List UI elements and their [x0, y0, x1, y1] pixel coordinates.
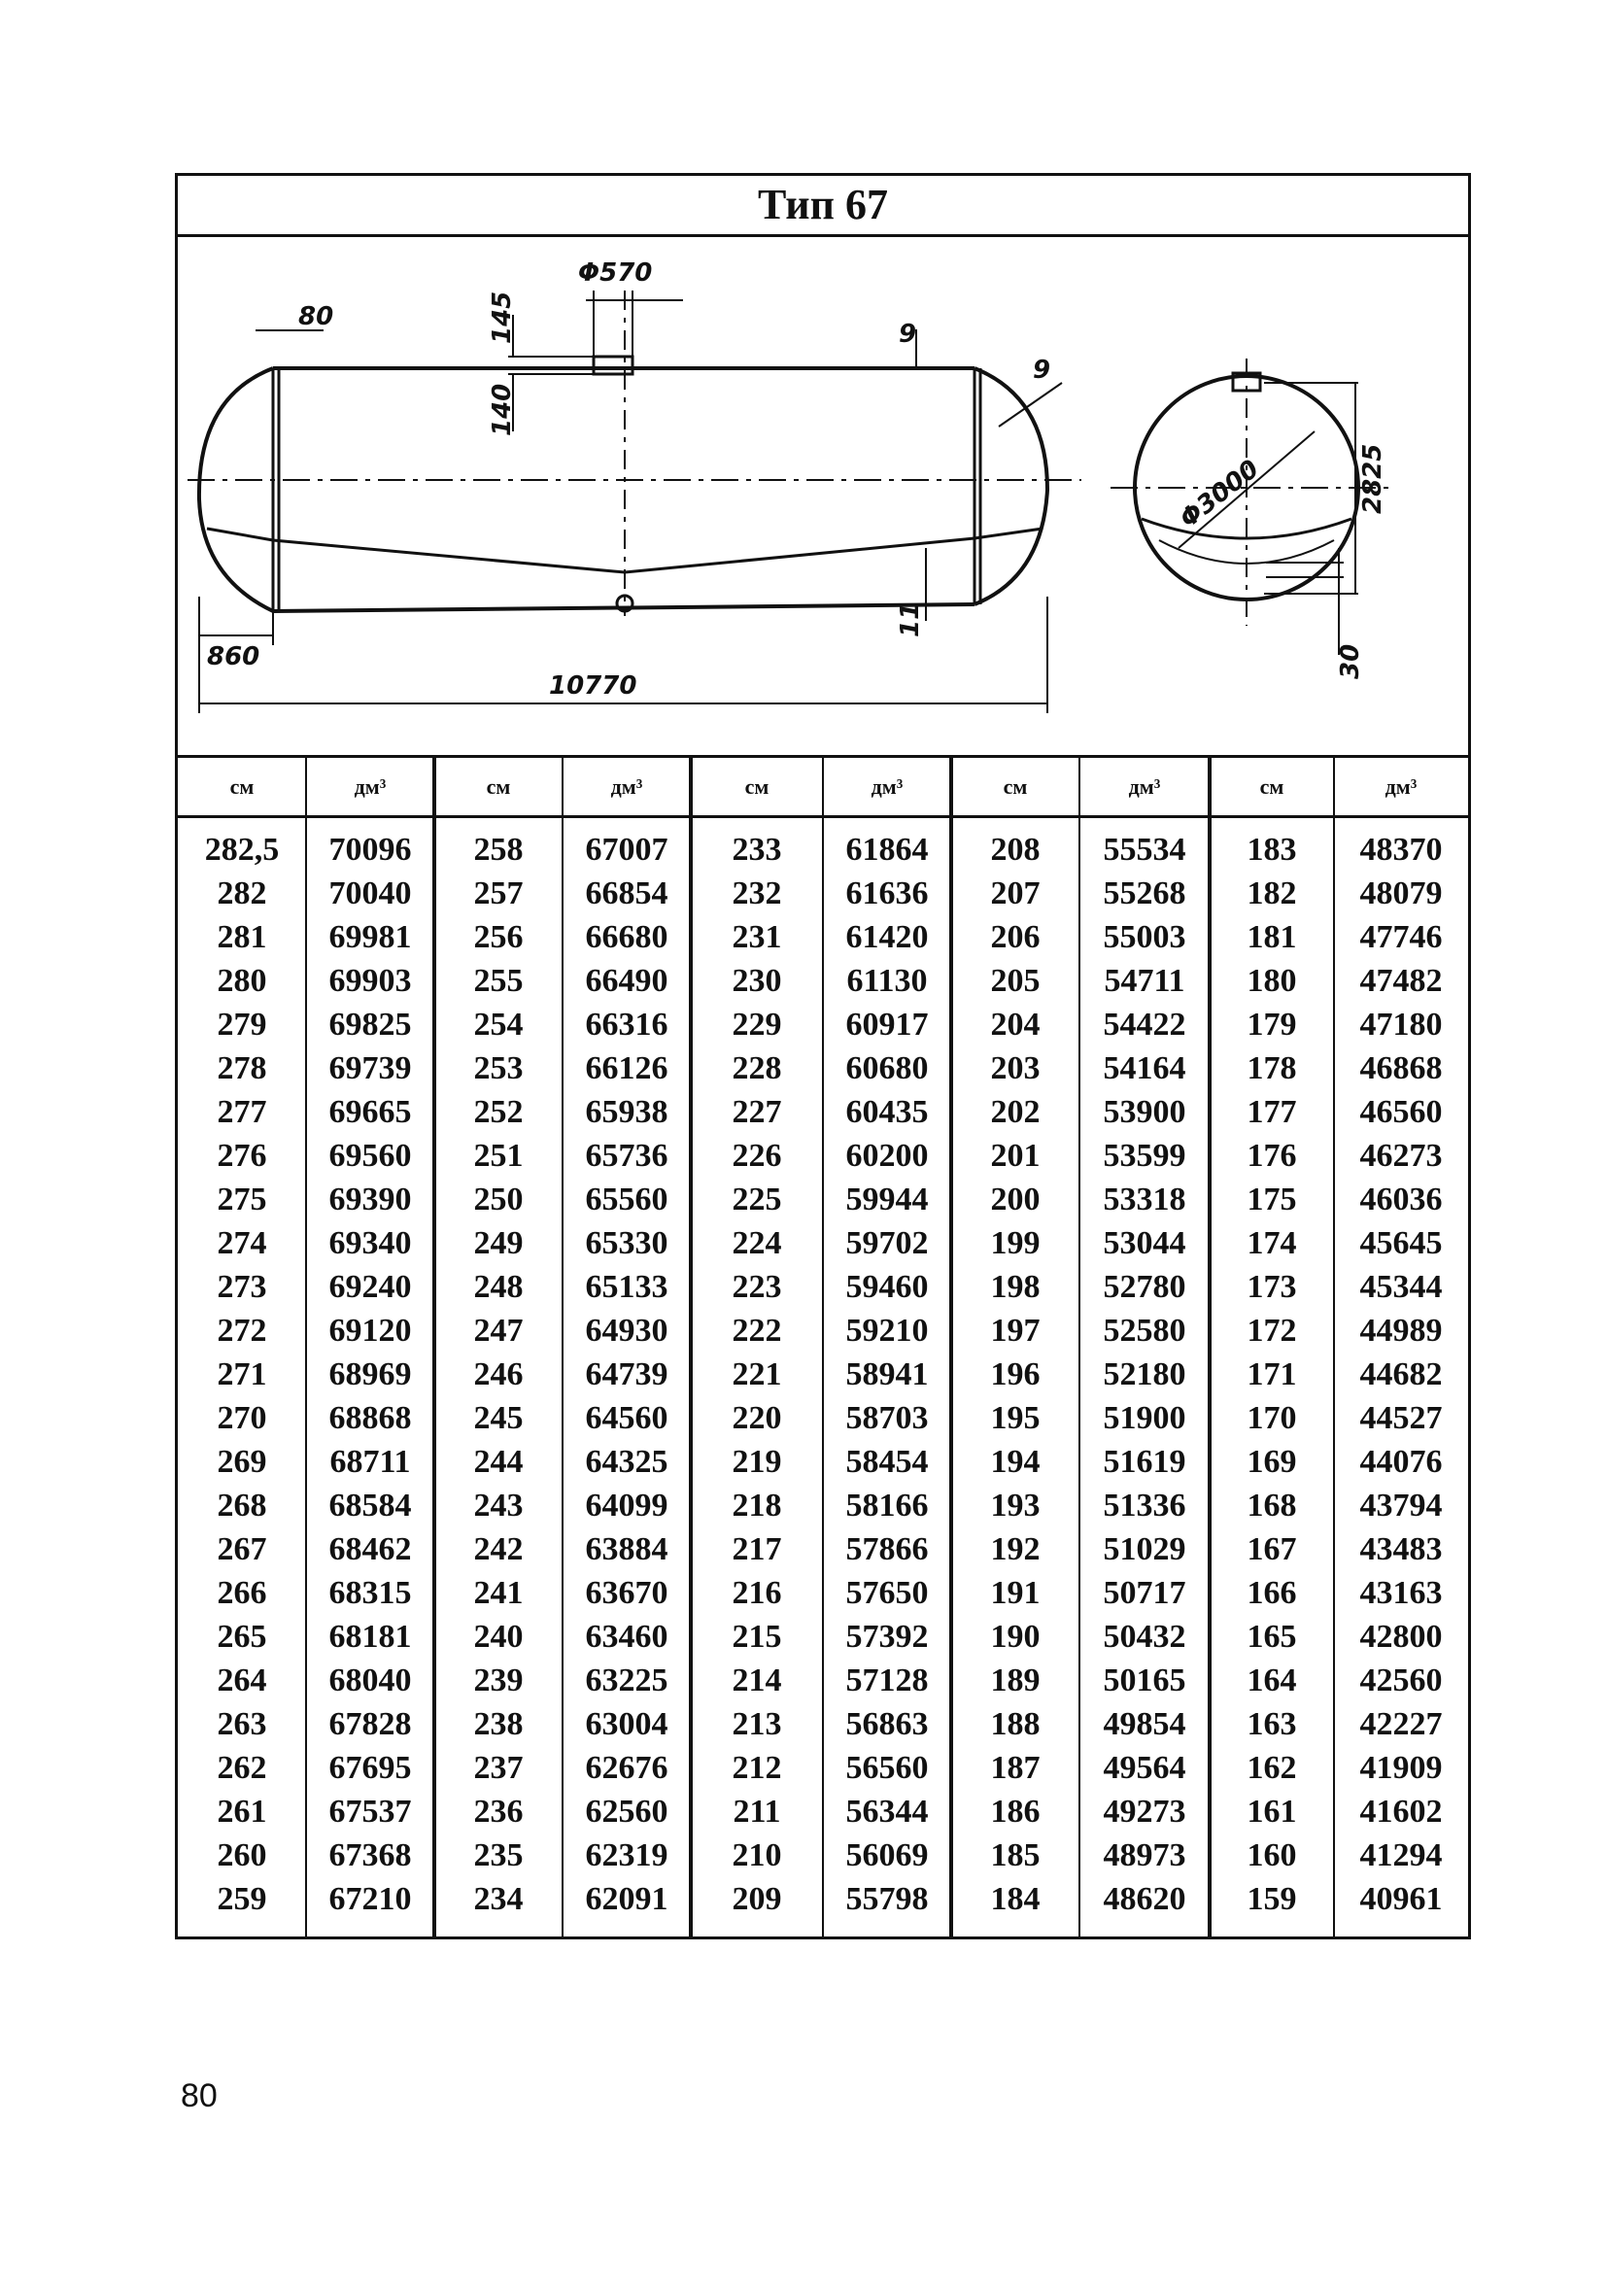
table-cell: 204: [990, 1007, 1041, 1043]
table-cell: 50165: [1103, 1662, 1186, 1698]
table-cell: 61864: [845, 832, 929, 868]
table-cell: 263: [217, 1706, 267, 1742]
table-cell: 48370: [1359, 832, 1443, 868]
table-cell: 52780: [1103, 1269, 1186, 1305]
table-cell: 56863: [845, 1706, 929, 1742]
table-cell: 63884: [585, 1531, 668, 1567]
dim-hatch-height: 145: [488, 291, 517, 344]
table-cell: 40961: [1359, 1881, 1443, 1917]
table-cell: 65560: [585, 1182, 668, 1217]
table-cell: 62319: [585, 1837, 668, 1873]
table-column: [306, 828, 434, 1921]
table-cell: 68181: [328, 1619, 412, 1655]
table-cell: 249: [473, 1225, 524, 1261]
table-cell: 159: [1247, 1881, 1297, 1917]
table-cell: 41909: [1359, 1750, 1443, 1786]
table-column: [1210, 828, 1334, 1921]
table-cell: 262: [217, 1750, 267, 1786]
table-cell: 63460: [585, 1619, 668, 1655]
table-cell: 64930: [585, 1313, 668, 1349]
table-cell: 61636: [845, 875, 929, 911]
table-cell: 59460: [845, 1269, 929, 1305]
dim-shell-thickness: 9: [899, 320, 917, 349]
table-cell: 279: [217, 1007, 267, 1043]
table-cell: 66490: [585, 963, 668, 999]
table-cell: 242: [473, 1531, 524, 1567]
table-cell: 45645: [1359, 1225, 1443, 1261]
table-cell: 266: [217, 1575, 267, 1611]
table-cell: 50717: [1103, 1575, 1186, 1611]
table-cell: 68868: [328, 1400, 412, 1436]
table-cell: 43483: [1359, 1531, 1443, 1567]
table-cell: 60435: [845, 1094, 929, 1130]
table-cell: 241: [473, 1575, 524, 1611]
table-cell: 172: [1247, 1313, 1297, 1349]
table-cell: 190: [990, 1619, 1041, 1655]
table-cell: 232: [732, 875, 782, 911]
table-cell: 60200: [845, 1138, 929, 1174]
table-cell: 67368: [328, 1837, 412, 1873]
table-cell: 48079: [1359, 875, 1443, 911]
table-cell: 62560: [585, 1794, 668, 1830]
table-cell: 69390: [328, 1182, 412, 1217]
table-cell: 250: [473, 1182, 524, 1217]
table-cell: 280: [217, 963, 267, 999]
table-cell: 179: [1247, 1007, 1297, 1043]
table-cell: 222: [732, 1313, 782, 1349]
table-cell: 271: [217, 1356, 267, 1392]
table-cell: 67007: [585, 832, 668, 868]
table-cell: 43794: [1359, 1488, 1443, 1524]
dim-head-length: 80: [298, 302, 334, 331]
table-cell: 66126: [585, 1050, 668, 1086]
table-column: [563, 828, 691, 1921]
table-cell: 186: [990, 1794, 1041, 1830]
table-cell: 175: [1247, 1182, 1297, 1217]
table-cell: 48620: [1103, 1881, 1186, 1917]
calibration-table-frame: [175, 173, 1471, 1939]
table-cell: 270: [217, 1400, 267, 1436]
table-cell: 51619: [1103, 1444, 1186, 1480]
header-dm3: дм³: [354, 774, 387, 799]
header-dm3: дм³: [1128, 774, 1161, 799]
table-cell: 201: [990, 1138, 1041, 1174]
table-cell: 247: [473, 1313, 524, 1349]
table-cell: 257: [473, 875, 524, 911]
table-cell: 166: [1247, 1575, 1297, 1611]
left-head-shape: [199, 368, 273, 611]
table-cell: 68040: [328, 1662, 412, 1698]
dim-bottom-slope: 11: [896, 601, 925, 637]
page-title: Тип 67: [178, 176, 1468, 237]
table-cell: 243: [473, 1488, 524, 1524]
table-cell: 64560: [585, 1400, 668, 1436]
table-cell: 44989: [1359, 1313, 1443, 1349]
table-column: [823, 828, 951, 1921]
table-cell: 63670: [585, 1575, 668, 1611]
table-cell: 202: [990, 1094, 1041, 1130]
table-cell: 68969: [328, 1356, 412, 1392]
table-cell: 234: [473, 1881, 524, 1917]
dim-neck-height: 140: [488, 383, 517, 436]
table-cell: 236: [473, 1794, 524, 1830]
table-cell: 214: [732, 1662, 782, 1698]
table-cell: 223: [732, 1269, 782, 1305]
hatch-shape: [594, 357, 633, 374]
table-cell: 218: [732, 1488, 782, 1524]
table-cell: 44527: [1359, 1400, 1443, 1436]
table-cell: 228: [732, 1050, 782, 1086]
table-cell: 47180: [1359, 1007, 1443, 1043]
table-column: [951, 828, 1079, 1921]
table-cell: 276: [217, 1138, 267, 1174]
table-cell: 170: [1247, 1400, 1297, 1436]
table-cell: 226: [732, 1138, 782, 1174]
table-cell: 69825: [328, 1007, 412, 1043]
table-cell: 58941: [845, 1356, 929, 1392]
table-cell: 171: [1247, 1356, 1297, 1392]
table-cell: 57650: [845, 1575, 929, 1611]
table-cell: 53900: [1103, 1094, 1186, 1130]
table-cell: 238: [473, 1706, 524, 1742]
table-cell: 62676: [585, 1750, 668, 1786]
table-cell: 195: [990, 1400, 1041, 1436]
table-cell: 255: [473, 963, 524, 999]
table-cell: 69739: [328, 1050, 412, 1086]
table-cell: 64739: [585, 1356, 668, 1392]
table-cell: 60680: [845, 1050, 929, 1086]
table-cell: 55003: [1103, 919, 1186, 955]
dim-sump: 30: [1336, 643, 1365, 679]
table-cell: 67210: [328, 1881, 412, 1917]
table-cell: 65330: [585, 1225, 668, 1261]
table-cell: 63225: [585, 1662, 668, 1698]
table-cell: 213: [732, 1706, 782, 1742]
table-cell: 42800: [1359, 1619, 1443, 1655]
table-cell: 194: [990, 1444, 1041, 1480]
table-cell: 259: [217, 1881, 267, 1917]
table-cell: 248: [473, 1269, 524, 1305]
table-cell: 46868: [1359, 1050, 1443, 1086]
table-cell: 43163: [1359, 1575, 1443, 1611]
header-dm3: дм³: [871, 774, 904, 799]
table-cell: 165: [1247, 1619, 1297, 1655]
table-cell: 48973: [1103, 1837, 1186, 1873]
table-cell: 51336: [1103, 1488, 1186, 1524]
table-cell: 69981: [328, 919, 412, 955]
table-cell: 53318: [1103, 1182, 1186, 1217]
table-cell: 162: [1247, 1750, 1297, 1786]
table-cell: 54422: [1103, 1007, 1186, 1043]
table-cell: 245: [473, 1400, 524, 1436]
table-cell: 53044: [1103, 1225, 1186, 1261]
table-cell: 256: [473, 919, 524, 955]
table-cell: 198: [990, 1269, 1041, 1305]
table-column: [691, 828, 823, 1921]
table-cell: 57392: [845, 1619, 929, 1655]
table-cell: 66316: [585, 1007, 668, 1043]
table-cell: 216: [732, 1575, 782, 1611]
table-cell: 254: [473, 1007, 524, 1043]
table-cell: 188: [990, 1706, 1041, 1742]
table-cell: 177: [1247, 1094, 1297, 1130]
table-cell: 221: [732, 1356, 782, 1392]
table-cell: 239: [473, 1662, 524, 1698]
calibration-table: [178, 758, 1468, 1936]
table-cell: 49273: [1103, 1794, 1186, 1830]
table-cell: 69560: [328, 1138, 412, 1174]
table-cell: 69903: [328, 963, 412, 999]
table-cell: 244: [473, 1444, 524, 1480]
table-cell: 58454: [845, 1444, 929, 1480]
table-cell: 174: [1247, 1225, 1297, 1261]
table-cell: 261: [217, 1794, 267, 1830]
table-cell: 183: [1247, 832, 1297, 868]
table-cell: 70040: [328, 875, 412, 911]
header-dm3: дм³: [610, 774, 643, 799]
table-cell: 70096: [328, 832, 412, 868]
table-cell: 54711: [1104, 963, 1185, 999]
table-cell: 58166: [845, 1488, 929, 1524]
table-cell: 53599: [1103, 1138, 1186, 1174]
table-cell: 189: [990, 1662, 1041, 1698]
table-cell: 219: [732, 1444, 782, 1480]
table-cell: 41294: [1359, 1837, 1443, 1873]
dim-height: 2825: [1358, 443, 1387, 514]
table-cell: 44076: [1359, 1444, 1443, 1480]
table-cell: 56344: [845, 1794, 929, 1830]
table-cell: 62091: [585, 1881, 668, 1917]
table-cell: 68315: [328, 1575, 412, 1611]
dim-bottom-left: 860: [207, 642, 260, 671]
table-cell: 258: [473, 832, 524, 868]
table-cell: 217: [732, 1531, 782, 1567]
table-cell: 220: [732, 1400, 782, 1436]
table-cell: 230: [732, 963, 782, 999]
table-cell: 269: [217, 1444, 267, 1480]
header-cm: см: [1259, 774, 1284, 799]
table-cell: 182: [1247, 875, 1297, 911]
table-cell: 60917: [845, 1007, 929, 1043]
table-cell: 54164: [1103, 1050, 1186, 1086]
table-cell: 47746: [1359, 919, 1443, 955]
table-cell: 160: [1247, 1837, 1297, 1873]
table-cell: 67537: [328, 1794, 412, 1830]
table-cell: 264: [217, 1662, 267, 1698]
table-cell: 185: [990, 1837, 1041, 1873]
table-column: [434, 828, 563, 1921]
table-cell: 67695: [328, 1750, 412, 1786]
table-cell: 58703: [845, 1400, 929, 1436]
table-cell: 41602: [1359, 1794, 1443, 1830]
table-cell: 272: [217, 1313, 267, 1349]
table-cell: 169: [1247, 1444, 1297, 1480]
tank-drawing: [178, 237, 1468, 758]
table-cell: 267: [217, 1531, 267, 1567]
table-cell: 268: [217, 1488, 267, 1524]
table-cell: 56560: [845, 1750, 929, 1786]
table-cell: 197: [990, 1313, 1041, 1349]
table-cell: 253: [473, 1050, 524, 1086]
table-cell: 42560: [1359, 1662, 1443, 1698]
table-cell: 203: [990, 1050, 1041, 1086]
table-cell: 59210: [845, 1313, 929, 1349]
table-cell: 211: [733, 1794, 781, 1830]
table-cell: 178: [1247, 1050, 1297, 1086]
table-cell: 260: [217, 1837, 267, 1873]
table-cell: 67828: [328, 1706, 412, 1742]
table-cell: 212: [732, 1750, 782, 1786]
table-cell: 252: [473, 1094, 524, 1130]
table-cell: 209: [732, 1881, 782, 1917]
table-cell: 68711: [329, 1444, 411, 1480]
table-cell: 55534: [1103, 832, 1186, 868]
table-cell: 184: [990, 1881, 1041, 1917]
table-cell: 164: [1247, 1662, 1297, 1698]
table-cell: 46036: [1359, 1182, 1443, 1217]
table-cell: 42227: [1359, 1706, 1443, 1742]
table-cell: 55268: [1103, 875, 1186, 911]
table-cell: 61420: [845, 919, 929, 955]
table-cell: 52180: [1103, 1356, 1186, 1392]
table-cell: 46560: [1359, 1094, 1443, 1130]
table-cell: 45344: [1359, 1269, 1443, 1305]
table-cell: 47482: [1359, 963, 1443, 999]
table-cell: 57866: [845, 1531, 929, 1567]
header-cm: см: [1003, 774, 1028, 799]
table-cell: 207: [990, 875, 1041, 911]
table-cell: 61130: [846, 963, 928, 999]
table-cell: 66680: [585, 919, 668, 955]
table-cell: 59702: [845, 1225, 929, 1261]
table-cell: 55798: [845, 1881, 929, 1917]
table-cell: 168: [1247, 1488, 1297, 1524]
table-column: [1079, 828, 1210, 1921]
table-column: [178, 828, 306, 1921]
table-cell: 173: [1247, 1269, 1297, 1305]
table-cell: 191: [990, 1575, 1041, 1611]
table-cell: 251: [473, 1138, 524, 1174]
table-cell: 52580: [1103, 1313, 1186, 1349]
table-cell: 180: [1247, 963, 1297, 999]
table-cell: 199: [990, 1225, 1041, 1261]
table-cell: 51029: [1103, 1531, 1186, 1567]
table-cell: 246: [473, 1356, 524, 1392]
table-cell: 181: [1247, 919, 1297, 955]
table-cell: 210: [732, 1837, 782, 1873]
header-cm: см: [229, 774, 255, 799]
table-cell: 278: [217, 1050, 267, 1086]
dim-total-length: 10770: [549, 671, 637, 701]
table-cell: 281: [217, 919, 267, 955]
table-cell: 233: [732, 832, 782, 868]
dim-diameter: Φ3000: [1174, 454, 1265, 534]
table-cell: 240: [473, 1619, 524, 1655]
table-cell: 57128: [845, 1662, 929, 1698]
header-cm: см: [744, 774, 769, 799]
table-cell: 282: [217, 875, 267, 911]
page-number: 80: [181, 2077, 218, 2114]
dim-head-thickness: 9: [1033, 356, 1051, 385]
table-cell: 196: [990, 1356, 1041, 1392]
table-cell: 167: [1247, 1531, 1297, 1567]
dim-hatch-dia: Φ570: [578, 258, 653, 288]
table-cell: 206: [990, 919, 1041, 955]
table-cell: 63004: [585, 1706, 668, 1742]
table-cell: 49564: [1103, 1750, 1186, 1786]
right-head-shape: [974, 368, 1047, 604]
table-cell: 176: [1247, 1138, 1297, 1174]
table-cell: 224: [732, 1225, 782, 1261]
table-cell: 50432: [1103, 1619, 1186, 1655]
table-cell: 59944: [845, 1182, 929, 1217]
table-cell: 65938: [585, 1094, 668, 1130]
table-cell: 274: [217, 1225, 267, 1261]
table-cell: 187: [990, 1750, 1041, 1786]
table-cell: 66854: [585, 875, 668, 911]
table-cell: 65736: [585, 1138, 668, 1174]
table-cell: 282,5: [204, 832, 280, 868]
table-column: [1334, 828, 1468, 1921]
table-cell: 237: [473, 1750, 524, 1786]
table-cell: 69340: [328, 1225, 412, 1261]
table-cell: 69665: [328, 1094, 412, 1130]
table-cell: 273: [217, 1269, 267, 1305]
table-cell: 277: [217, 1094, 267, 1130]
table-cell: 68462: [328, 1531, 412, 1567]
table-cell: 265: [217, 1619, 267, 1655]
table-cell: 193: [990, 1488, 1041, 1524]
header-dm3: дм³: [1385, 774, 1418, 799]
table-cell: 215: [732, 1619, 782, 1655]
table-cell: 68584: [328, 1488, 412, 1524]
table-cell: 192: [990, 1531, 1041, 1567]
table-cell: 229: [732, 1007, 782, 1043]
table-cell: 200: [990, 1182, 1041, 1217]
table-cell: 163: [1247, 1706, 1297, 1742]
table-cell: 64099: [585, 1488, 668, 1524]
table-cell: 44682: [1359, 1356, 1443, 1392]
table-cell: 227: [732, 1094, 782, 1130]
table-cell: 65133: [585, 1269, 668, 1305]
table-cell: 231: [732, 919, 782, 955]
table-cell: 51900: [1103, 1400, 1186, 1436]
table-cell: 161: [1247, 1794, 1297, 1830]
table-cell: 69120: [328, 1313, 412, 1349]
table-cell: 205: [990, 963, 1041, 999]
tank-drawing-svg: [178, 237, 1468, 755]
table-cell: 275: [217, 1182, 267, 1217]
header-cm: см: [486, 774, 511, 799]
table-cell: 64325: [585, 1444, 668, 1480]
table-cell: 69240: [328, 1269, 412, 1305]
table-cell: 208: [990, 832, 1041, 868]
table-cell: 235: [473, 1837, 524, 1873]
table-cell: 225: [732, 1182, 782, 1217]
table-cell: 46273: [1359, 1138, 1443, 1174]
table-cell: 49854: [1103, 1706, 1186, 1742]
table-cell: 56069: [845, 1837, 929, 1873]
